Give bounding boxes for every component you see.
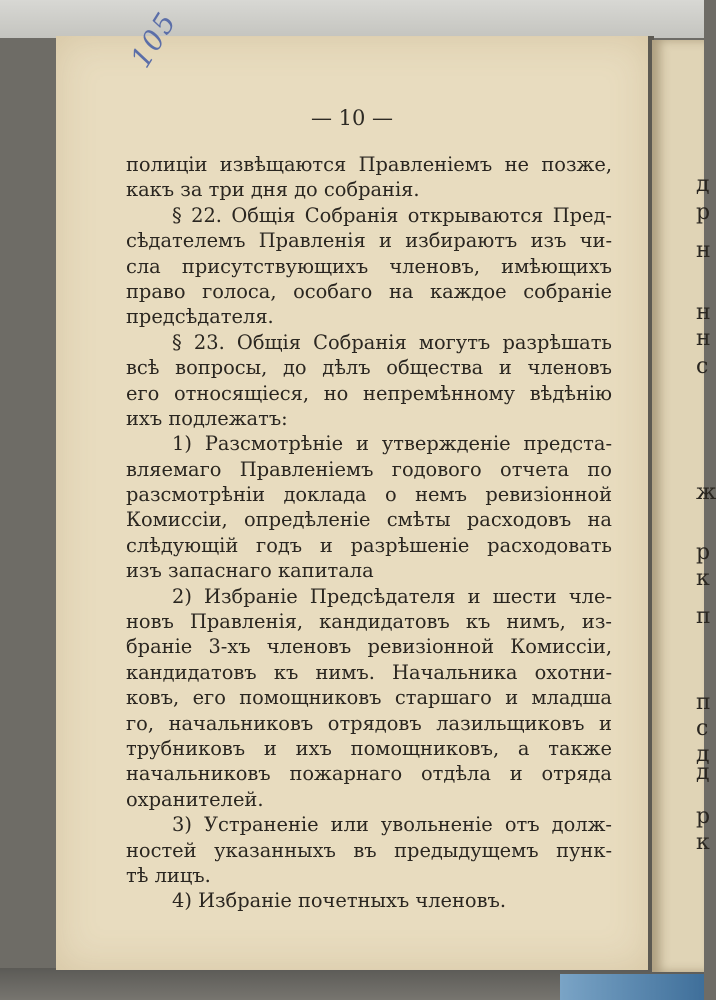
text-line: сѣдателемъ Правленія и избираютъ изъ чи- — [126, 229, 612, 253]
text-line: § 23. Общія Собранія могутъ разрѣшать — [172, 330, 612, 354]
text-line: какъ за три дня до собранія. — [126, 178, 420, 202]
text-line: начальниковъ пожарнаго отдѣла и отряда — [126, 762, 612, 786]
text-line: 1) Разсмотрѣніе и утвержденіе предста- — [172, 432, 612, 456]
text-line: го, начальниковъ отрядовъ лазильщиковъ и — [126, 711, 612, 735]
facing-page-edge — [652, 40, 716, 972]
text-line: разсмотрѣніи доклада о немъ ревизіонной — [126, 483, 612, 507]
text-line: вляемаго Правленіемъ годового отчета по — [126, 457, 612, 481]
page-number: — 10 — — [310, 106, 394, 130]
facing-page-letter: д — [696, 172, 710, 197]
text-line: сла присутствующихъ членовъ, имѣющихъ — [126, 254, 612, 278]
text-line: его относящіеся, но непремѣнному вѣдѣнію — [126, 381, 612, 405]
facing-page-letter: р — [696, 804, 711, 829]
facing-page-letter: к — [696, 830, 710, 855]
facing-page-letter: н — [696, 238, 711, 263]
text-line: тѣ лицъ. — [126, 863, 211, 887]
facing-page-letter: с — [696, 716, 709, 741]
text-line: 2) Избраніе Предсѣдателя и шести чле- — [172, 584, 612, 608]
text-line: новъ Правленія, кандидатовъ къ нимъ, из- — [126, 610, 612, 634]
text-line: 4) Избраніе почетныхъ членовъ. — [172, 889, 507, 913]
text-line: ковъ, его помощниковъ старшаго и младша — [126, 686, 612, 710]
facing-page-letter: ж — [696, 480, 716, 505]
text-line: браніе 3-хъ членовъ ревизіонной Комиссіи, — [126, 635, 612, 659]
text-line: § 22. Общія Собранія открываются Пред- — [172, 203, 612, 227]
facing-page-letter: п — [696, 604, 711, 629]
text-line: трубниковъ и ихъ помощниковъ, а также — [126, 736, 612, 760]
text-line: охранителей. — [126, 787, 264, 811]
blue-cover-strip — [560, 974, 704, 1000]
background-top — [0, 0, 704, 38]
facing-page-letter: с — [696, 354, 709, 379]
text-line: 3) Устраненіе или увольненіе отъ долж- — [172, 813, 612, 837]
facing-page-letter: н — [696, 326, 711, 351]
facing-page-letter: д — [696, 742, 710, 767]
body-text — [126, 152, 612, 914]
handwritten-margin-note: 105 — [124, 5, 184, 74]
text-line: ностей указанныхъ въ предыдущемъ пунк- — [126, 838, 612, 862]
text-line: полиціи извѣщаются Правленіемъ не позже, — [126, 153, 612, 176]
facing-page-letter: р — [696, 540, 711, 565]
text-line: всѣ вопросы, до дѣлъ общества и членовъ — [126, 356, 612, 380]
facing-page-letter: р — [696, 200, 711, 225]
text-line: ихъ подлежатъ: — [126, 406, 288, 430]
facing-page-letter: п — [696, 690, 711, 715]
facing-page-letter: к — [696, 566, 710, 591]
text-line: кандидатовъ къ нимъ. Начальника охотни- — [126, 660, 612, 684]
facing-page-letter: н — [696, 300, 711, 325]
text-line: право голоса, особаго на каждое собраніе — [126, 279, 612, 303]
text-line: предсѣдателя. — [126, 305, 274, 329]
facing-page-letter: д — [696, 760, 710, 785]
text-line: изъ запаснаго капитала — [126, 559, 374, 583]
text-line: Комиссіи, опредѣленіе смѣты расходовъ на — [126, 508, 612, 532]
text-line: слѣдующій годъ и разрѣшеніе расходовать — [126, 533, 612, 557]
